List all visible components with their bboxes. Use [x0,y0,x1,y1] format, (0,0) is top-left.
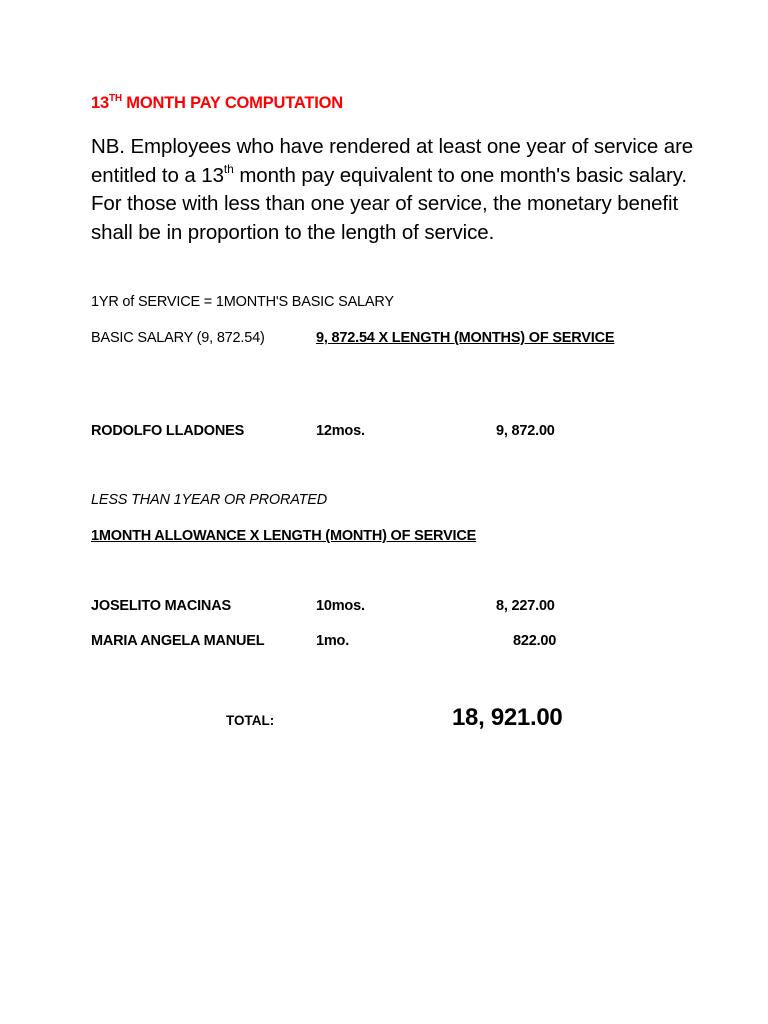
basic-salary-label: BASIC SALARY (9, 872.54) [91,330,265,346]
document-title [91,94,343,113]
total-value: 18, 921.00 [452,704,563,731]
employee-name-2: JOSELITO MACINAS [91,598,231,614]
basic-salary-formula: 9, 872.54 X LENGTH (MONTHS) OF SERVICE [316,330,615,346]
note-paragraph [91,133,711,247]
employee-amount-3: 822.00 [513,633,557,649]
title-number: 13 [91,94,109,112]
prorated-heading: LESS THAN 1YEAR OR PRORATED [91,492,328,508]
employee-length-3: 1mo. [316,633,350,649]
note-ordinal: th [223,161,234,176]
note-text-1: NB. Employees who have rendered at least one year of service are entitled to a 13 [91,135,694,187]
title-text: MONTH PAY COMPUTATION [121,94,343,112]
employee-amount-1: 9, 872.00 [496,423,555,439]
title-ordinal: TH [108,92,122,104]
employee-name-3: MARIA ANGELA MANUEL [91,633,265,649]
total-label: TOTAL: [226,713,275,728]
employee-length-2: 10mos. [316,598,365,614]
note-text-2: month pay equivalent to one month's basic salary. For those with less than one year of service, the monetary benefit shall be in proportion to the length of service. [91,163,687,244]
prorated-formula: 1MONTH ALLOWANCE X LENGTH (MONTH) OF SERVICE [91,528,477,544]
employee-length-1: 12mos. [316,423,365,439]
rule-line: 1YR of SERVICE = 1MONTH'S BASIC SALARY [91,294,394,310]
employee-amount-2: 8, 227.00 [496,598,555,614]
employee-name-1: RODOLFO LLADONES [91,423,245,439]
